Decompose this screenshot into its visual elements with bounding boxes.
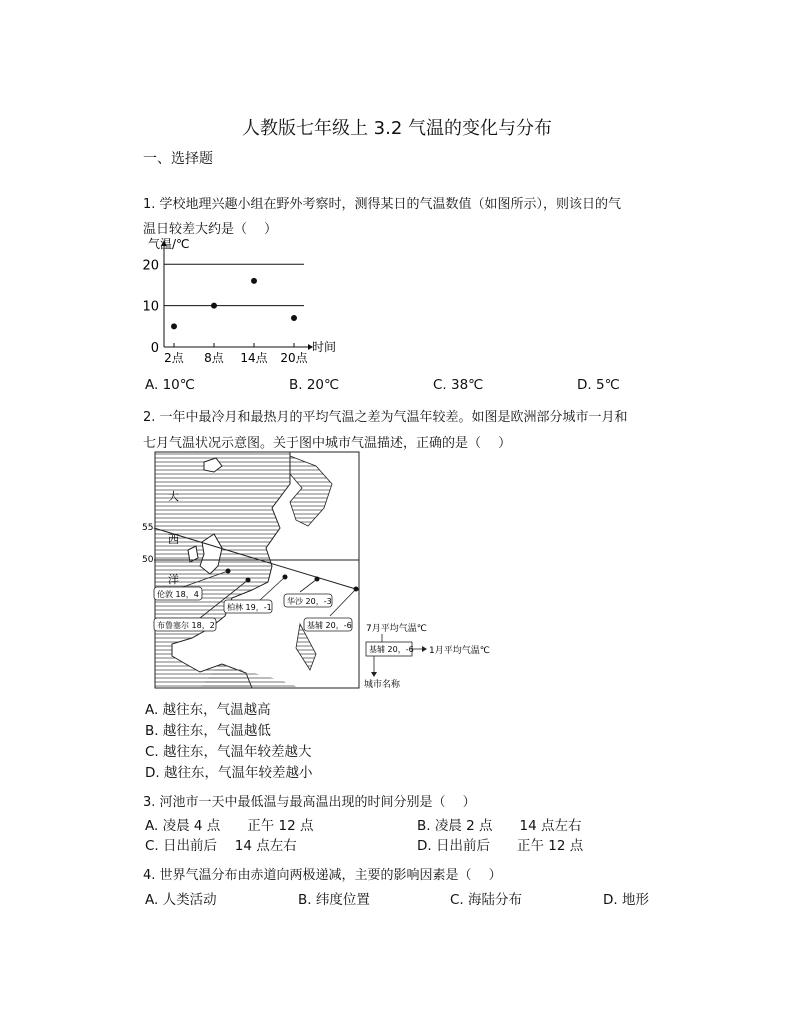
city-label-london: 伦敦 18，4 [157, 590, 199, 599]
page-title: 人教版七年级上 3.2 气温的变化与分布 [241, 118, 553, 139]
x-tick-label-2: 14点 [240, 351, 268, 365]
ocean-char-xi: 西 [168, 533, 179, 546]
x-tick-label-0: 2点 [164, 351, 184, 365]
q4-option-b[interactable]: B. 纬度位置 [298, 892, 370, 908]
q3-option-a[interactable]: A. 凌晨 4 点 正午 12 点 [145, 818, 314, 834]
ocean-char-yang: 洋 [168, 573, 179, 586]
city-label-brussels: 布鲁塞尔 18，2 [157, 621, 215, 630]
x-tick-label-1: 8点 [204, 351, 224, 365]
q1-option-b[interactable]: B. 20℃ [289, 377, 340, 393]
legend-city-label: 城市名称 [364, 680, 401, 690]
q1-option-d[interactable]: D. 5℃ [577, 377, 620, 393]
ocean-char-da: 大 [168, 490, 179, 503]
q4-option-c[interactable]: C. 海陆分布 [450, 892, 523, 908]
latitude-label-50: 50 [142, 555, 154, 565]
data-point-0 [171, 323, 177, 329]
q1-stem-line2: 温日较差大约是（ ） [143, 222, 278, 237]
q2-option-c[interactable]: C. 越往东，气温年较差越大 [145, 744, 312, 760]
latitude-label-55: 55 [142, 523, 154, 533]
data-point-1 [211, 303, 217, 309]
section-heading: 一、选择题 [143, 151, 213, 167]
chart-ylabel: 气温/℃ [148, 237, 190, 251]
q3-stem: 3. 河池市一天中最低温与最高温出现的时间分别是（ ） [143, 795, 476, 810]
q1-option-c[interactable]: C. 38℃ [433, 377, 484, 393]
q2-option-b[interactable]: B. 越往东，气温越低 [145, 723, 271, 739]
europe-temperature-map [140, 448, 500, 693]
legend-january-label: 1月平均气温℃ [429, 646, 490, 656]
city-label-berlin: 柏林 19，-1 [227, 603, 272, 612]
q3-option-d[interactable]: D. 日出前后 正午 12 点 [417, 838, 584, 854]
q2-stem-line2: 七月气温状况示意图。关于图中城市气温描述，正确的是（ ） [143, 436, 512, 451]
q4-option-a[interactable]: A. 人类活动 [145, 892, 217, 908]
data-point-3 [291, 315, 297, 321]
y-tick-label-0: 0 [150, 341, 159, 356]
q2-option-a[interactable]: A. 越往东，气温越高 [145, 702, 271, 718]
y-tick-label-20: 20 [142, 258, 159, 274]
x-tick-label-3: 20点 [280, 351, 308, 365]
q3-option-c[interactable]: C. 日出前后 14 点左右 [145, 838, 297, 854]
temperature-chart [140, 232, 350, 368]
q4-option-d[interactable]: D. 地形 [603, 892, 649, 908]
q3-option-b[interactable]: B. 凌晨 2 点 14 点左右 [417, 818, 582, 834]
legend-july-label: 7月平均气温℃ [366, 624, 427, 634]
chart-xlabel: 时间 [312, 340, 337, 354]
legend-sample-label: 基辅 20，-6 [369, 645, 414, 654]
y-tick-label-10: 10 [142, 299, 159, 315]
q2-option-d[interactable]: D. 越往东，气温年较差越小 [145, 765, 313, 781]
city-label-warsaw: 华沙 20，-3 [287, 597, 332, 606]
q1-stem-line1: 1. 学校地理兴趣小组在野外考察时，测得某日的气温数值（如图所示），则该日的气 [143, 197, 622, 212]
q2-stem-line1: 2. 一年中最冷月和最热月的平均气温之差为气温年较差。如图是欧洲部分城市一月和 [143, 410, 628, 425]
data-point-2 [251, 278, 257, 284]
q4-stem: 4. 世界气温分布由赤道向两极递减，主要的影响因素是（ ） [143, 868, 502, 883]
city-label-kyiv: 基辅 20，-6 [307, 621, 352, 630]
q1-option-a[interactable]: A. 10℃ [145, 377, 195, 393]
